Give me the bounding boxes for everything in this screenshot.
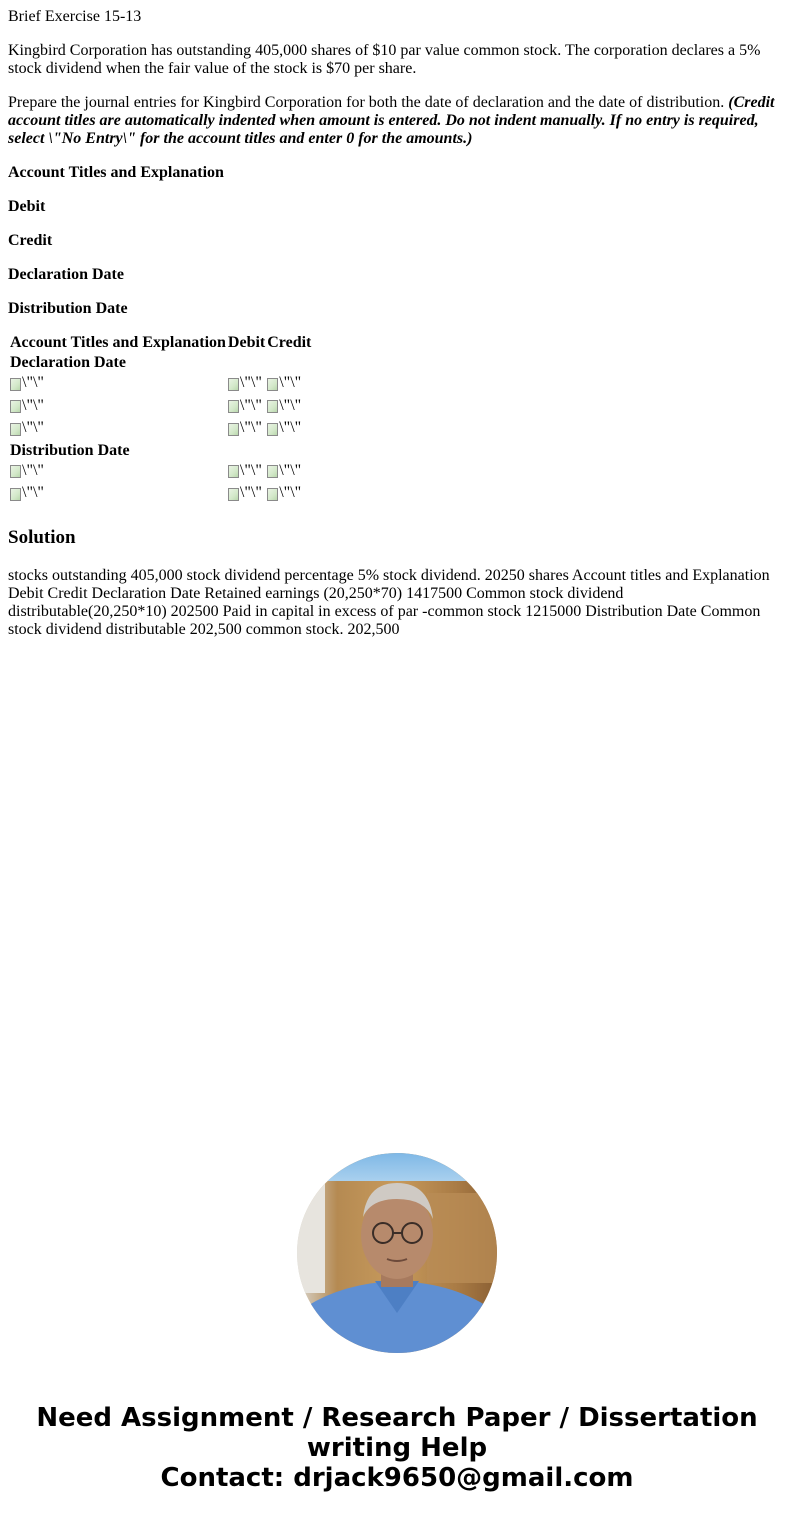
author-avatar bbox=[297, 1153, 497, 1353]
broken-image-icon bbox=[267, 488, 278, 501]
section-declaration-label: Declaration Date bbox=[10, 354, 126, 371]
instruction-text: Prepare the journal entries for Kingbird Corporation for both the date of declaration and the date of distribution. bbox=[8, 94, 729, 111]
section-row-declaration bbox=[10, 354, 311, 372]
debit-input[interactable]: \"\" bbox=[228, 462, 262, 480]
exercise-title: Brief Exercise 15-13 bbox=[8, 8, 142, 25]
heading-declaration-date: Declaration Date bbox=[8, 266, 124, 283]
broken-image-icon bbox=[267, 378, 278, 391]
credit-input[interactable]: \"\" bbox=[267, 419, 301, 437]
table-row bbox=[10, 374, 311, 395]
heading-account-titles: Account Titles and Explanation bbox=[8, 164, 224, 181]
table-row bbox=[10, 397, 311, 418]
account-dropdown[interactable]: \"\" bbox=[10, 419, 44, 437]
author-photo bbox=[297, 1153, 497, 1353]
account-dropdown[interactable]: \"\" bbox=[10, 397, 44, 415]
account-dropdown[interactable]: \"\" bbox=[10, 462, 44, 480]
heading-credit: Credit bbox=[8, 232, 53, 249]
promo-contact[interactable]: Contact: drjack9650@gmail.com bbox=[160, 1463, 634, 1493]
credit-input[interactable]: \"\" bbox=[267, 484, 301, 502]
col-account-header: Account Titles and Explanation bbox=[10, 334, 226, 351]
instruction-note: (Credit account titles are automatically indented when amount is entered. Do not indent manually. If no entry is required, select \"No Entry\" for the account titles and enter 0 for the amounts.) bbox=[8, 94, 775, 147]
debit-input[interactable]: \"\" bbox=[228, 397, 262, 415]
broken-image-icon bbox=[10, 378, 21, 391]
account-dropdown[interactable]: \"\" bbox=[10, 484, 44, 502]
broken-image-icon bbox=[10, 423, 21, 436]
debit-input[interactable]: \"\" bbox=[228, 484, 262, 502]
credit-input[interactable]: \"\" bbox=[267, 397, 301, 415]
col-debit-header: Debit bbox=[227, 334, 266, 351]
table-row bbox=[10, 484, 311, 505]
credit-input[interactable]: \"\" bbox=[267, 462, 301, 480]
table-header-row bbox=[10, 334, 311, 352]
solution-heading: Solution bbox=[8, 526, 76, 548]
section-row-distribution bbox=[10, 442, 311, 460]
exercise-intro: Kingbird Corporation has outstanding 405,000 shares of $10 par value common stock. The corporation declares a 5% stock dividend when the fair value of the stock is $70 per share. bbox=[8, 42, 761, 77]
table-row bbox=[10, 419, 311, 440]
section-distribution-label: Distribution Date bbox=[10, 441, 130, 459]
credit-input[interactable]: \"\" bbox=[267, 374, 301, 392]
heading-debit: Debit bbox=[8, 198, 46, 215]
debit-input[interactable]: \"\" bbox=[228, 419, 262, 437]
col-credit-header: Credit bbox=[267, 334, 312, 351]
broken-image-icon bbox=[267, 465, 278, 478]
broken-image-icon bbox=[267, 423, 278, 436]
broken-image-icon bbox=[228, 378, 239, 391]
broken-image-icon bbox=[10, 488, 21, 501]
broken-image-icon bbox=[228, 400, 239, 413]
debit-input[interactable]: \"\" bbox=[228, 374, 262, 392]
broken-image-icon bbox=[10, 400, 21, 413]
table-row bbox=[10, 462, 311, 483]
broken-image-icon bbox=[267, 400, 278, 413]
broken-image-icon bbox=[10, 465, 21, 478]
promo-footer bbox=[0, 1403, 794, 1493]
journal-table bbox=[8, 332, 313, 507]
heading-distribution-date: Distribution Date bbox=[8, 300, 128, 317]
broken-image-icon bbox=[228, 488, 239, 501]
broken-image-icon bbox=[228, 465, 239, 478]
document-body bbox=[8, 8, 786, 655]
solution-text: stocks outstanding 405,000 stock dividend percentage 5% stock dividend. 20250 shares Account titles and Explanation Debit Credit Declaration Date Retained earnings (20,250*70) 1417500 Common stock dividend distributable(20,250*10) 202500 Paid in capital in excess of par -common stock 1215000 Distribution Date Common stock dividend distributable 202,500 common stock. 202,500 bbox=[8, 566, 770, 638]
promo-line-1: Need Assignment / Research Paper / Dissertation writing Help bbox=[36, 1403, 758, 1463]
account-dropdown[interactable]: \"\" bbox=[10, 374, 44, 392]
exercise-instruction bbox=[8, 94, 786, 148]
broken-image-icon bbox=[228, 423, 239, 436]
